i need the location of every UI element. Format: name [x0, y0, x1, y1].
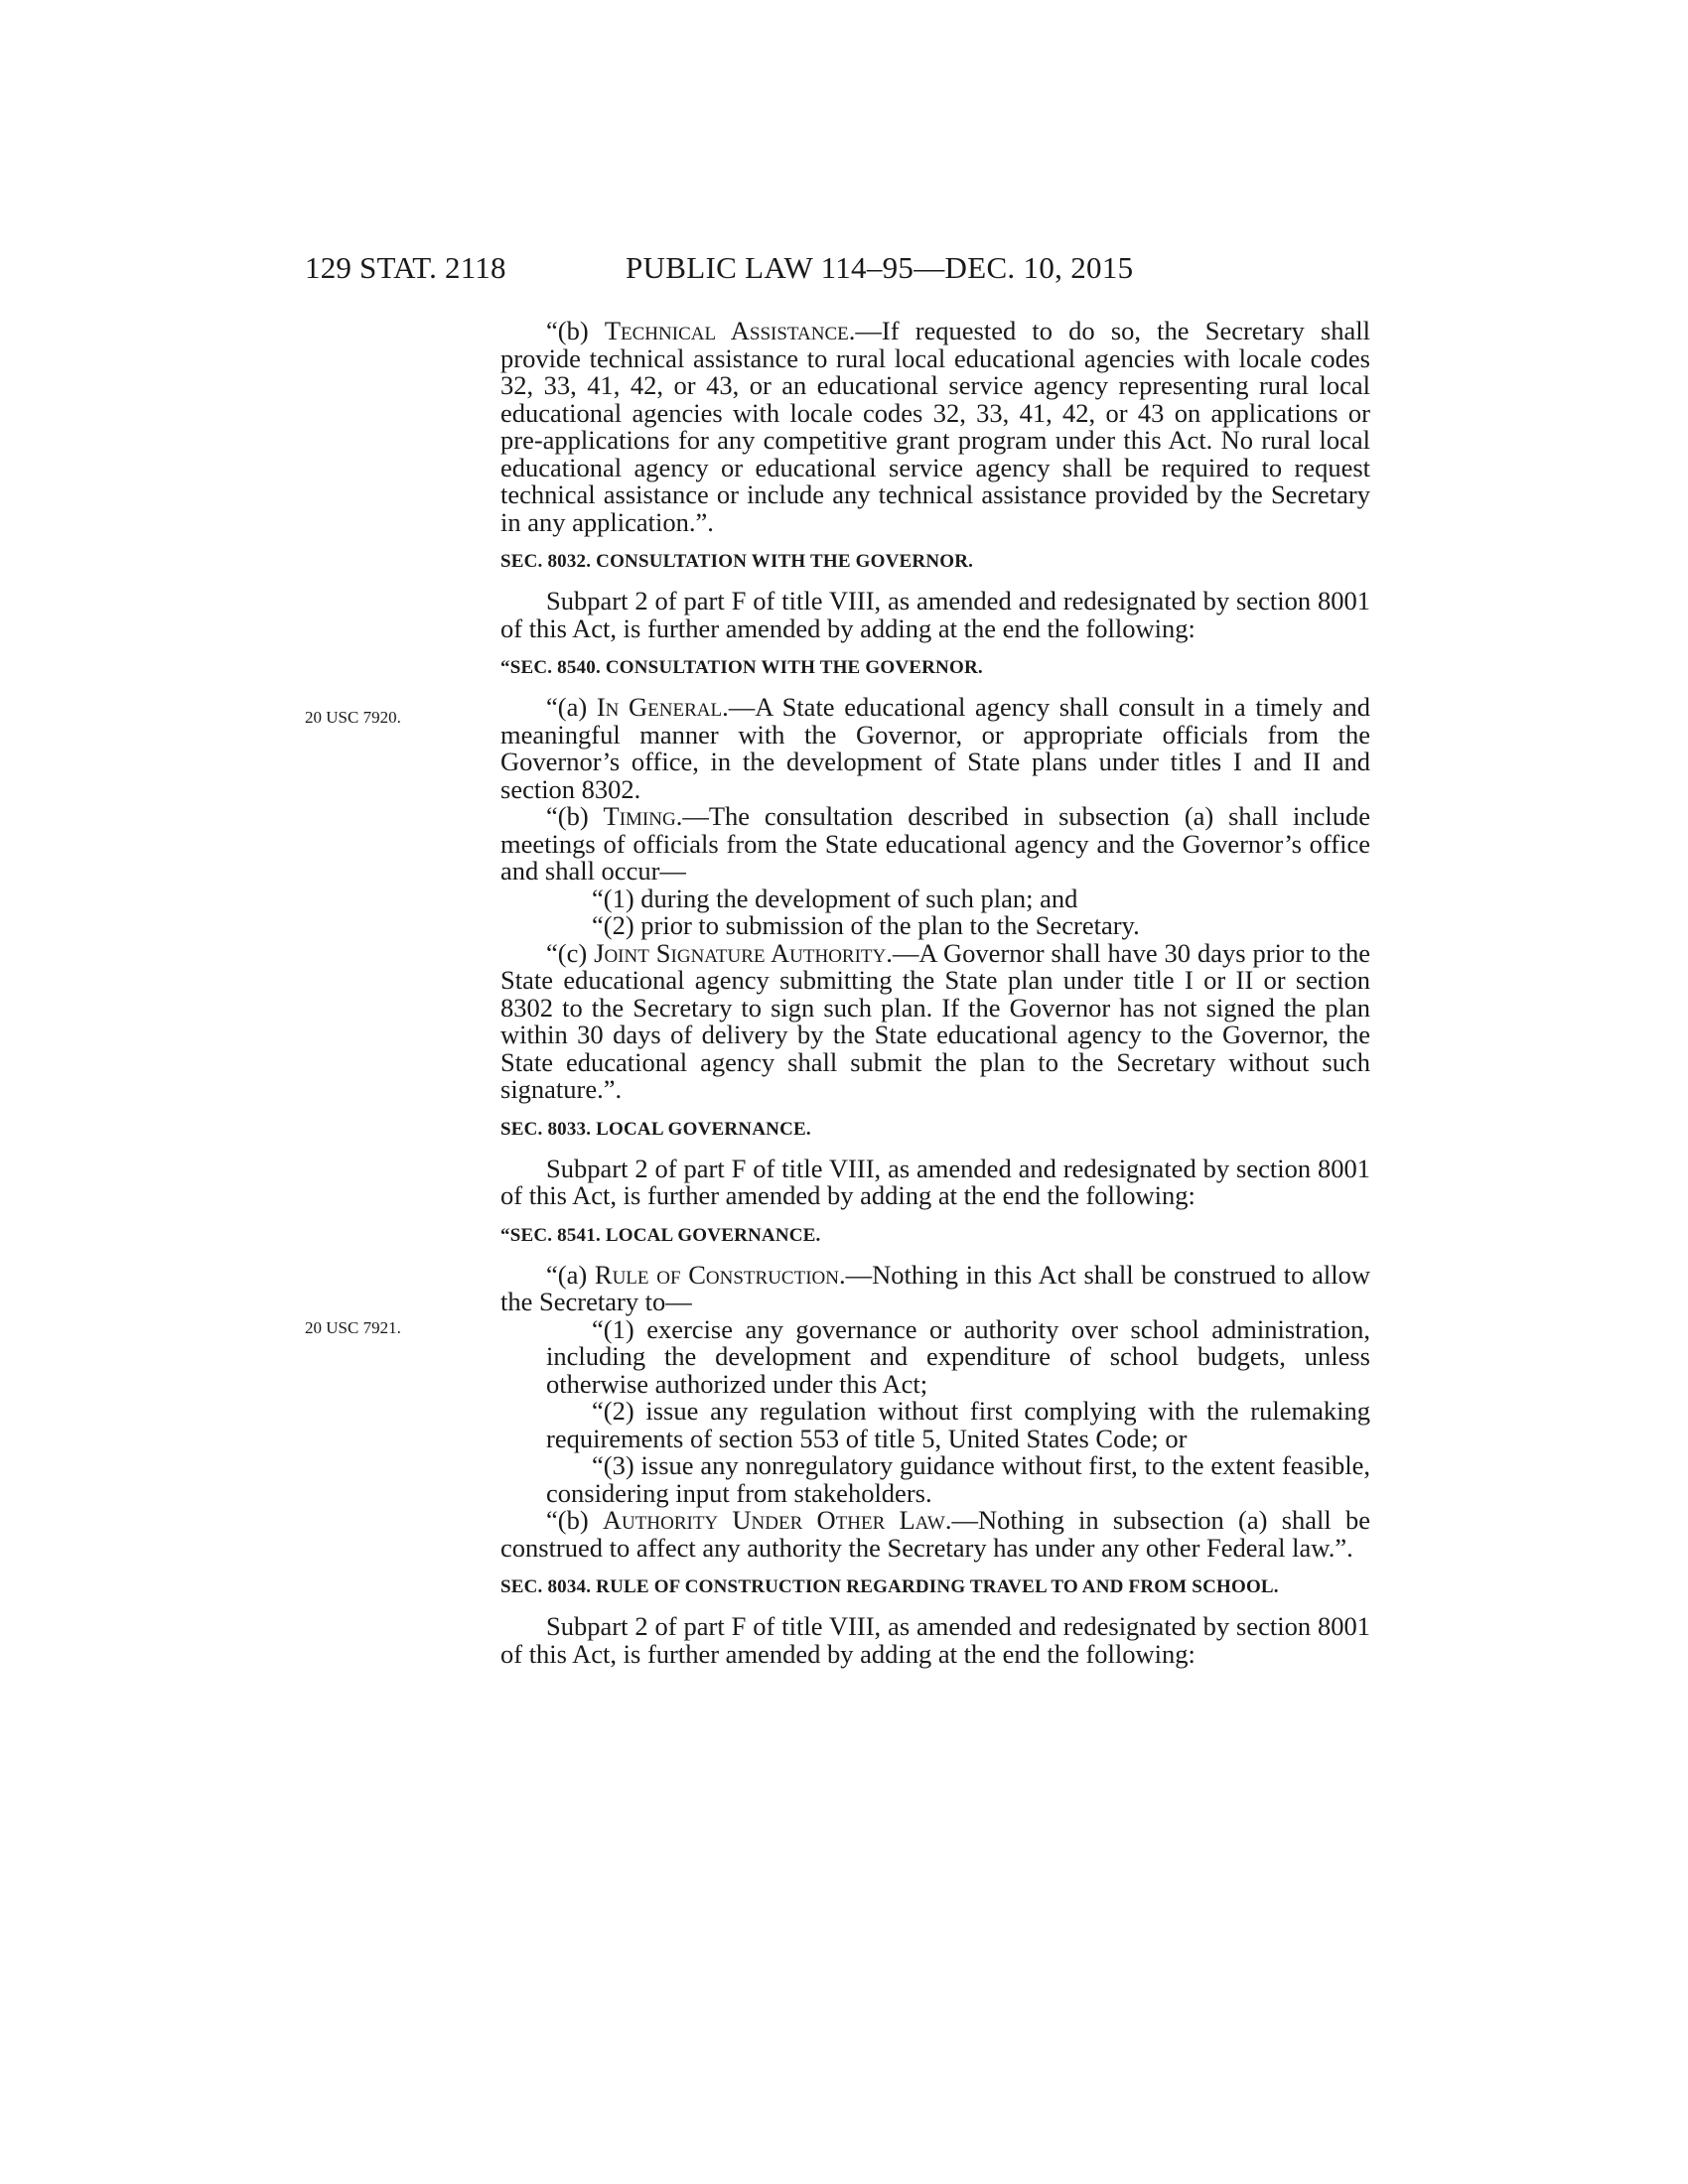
- subsection-heading: Authority Under Other Law: [602, 1505, 945, 1535]
- statute-page-number: 129 STAT. 2118: [305, 250, 506, 285]
- margin-note-usc-7921: 20 USC 7921.: [305, 1318, 401, 1337]
- subsection-heading: Timing: [603, 801, 676, 831]
- subsection-heading: Technical Assistance: [604, 316, 849, 345]
- section-heading-8540: “SEC. 8540. CONSULTATION WITH THE GOVERNOR.: [500, 657, 983, 678]
- paragraph-sec-8034: Subpart 2 of part F of title VIII, as amended and redesignated by section 8001 of this Act, is further amended by adding at the end the following:: [500, 1611, 1370, 1669]
- paragraph-8540-b-1: “(1) during the development of such plan; and: [592, 883, 1078, 913]
- paragraph-technical-assistance: “(b) Technical Assistance.—If requested to do so, the Secretary shall provide technical assistance to rural local educational agencies with locale codes 32, 33, 41, 42, or 43, or an educational service agency representing rural local educational agencies with locale codes 32, 33, 41, 42, or 43 on applications or pre-applications for any competitive grant program under this Act. No rural local educational agency or educational service agency shall be required to request technical assistance or include any technical assistance provided by the Secretary in any application.”.: [500, 316, 1370, 537]
- section-heading-8032: SEC. 8032. CONSULTATION WITH THE GOVERNOR.: [500, 551, 974, 572]
- margin-note-usc-7920: 20 USC 7920.: [305, 708, 401, 727]
- section-heading-8034: SEC. 8034. RULE OF CONSTRUCTION REGARDING TRAVEL TO AND FROM SCHOOL.: [500, 1576, 1279, 1597]
- paragraph-8541-a: “(a) Rule of Construction.—Nothing in this Act shall be construed to allow the Secretary to—: [500, 1259, 1370, 1316]
- subsection-heading: Joint Signature Authority: [594, 937, 887, 968]
- paragraph-sec-8032: Subpart 2 of part F of title VIII, as amended and redesignated by section 8001 of this Act, is further amended by adding at the end the following:: [500, 586, 1370, 643]
- body-text: [500, 318, 1370, 1668]
- section-heading-8033: SEC. 8033. LOCAL GOVERNANCE.: [500, 1118, 811, 1140]
- section-heading-8541: “SEC. 8541. LOCAL GOVERNANCE.: [500, 1224, 821, 1246]
- paragraph-8541-a-2: “(2) issue any regulation without first complying with the rulemaking requirements of section 553 of title 5, United States Code; or: [546, 1396, 1370, 1453]
- paragraph-sec-8033: Subpart 2 of part F of title VIII, as amended and redesignated by section 8001 of this Act, is further amended by adding at the end the following:: [500, 1153, 1370, 1210]
- subsection-heading: In General: [596, 692, 723, 722]
- paragraph-8540-c: “(c) Joint Signature Authority.—A Governor shall have 30 days prior to the State educational agency submitting the State plan under title I or II or section 8302 to the Secretary to sign such plan. If the Governor has not signed the plan within 30 days of delivery by the State educational agency to the Governor, the State educational agency shall submit the plan to the Secretary without such signature.”.: [500, 937, 1370, 1104]
- paragraph-8540-b-2: “(2) prior to submission of the plan to the Secretary.: [592, 910, 1140, 940]
- subsection-heading: Rule of Construction: [594, 1259, 839, 1290]
- paragraph-8541-a-1: “(1) exercise any governance or authority over school administration, including the development and expenditure of school budgets, unless otherwise authorized under this Act;: [546, 1313, 1370, 1399]
- public-law-title: PUBLIC LAW 114–95—DEC. 10, 2015: [626, 250, 1134, 285]
- running-header: [0, 250, 1688, 290]
- paragraph-8540-b: “(b) Timing.—The consultation described in subsection (a) shall include meetings of officials from the State educational agency and the Governor’s office and shall occur—: [500, 801, 1370, 886]
- paragraph-8540-a: “(a) In General.—A State educational agency shall consult in a timely and meaningful manner with the Governor, or appropriate officials from the Governor’s office, in the development of State plans under titles I and II and section 8302.: [500, 692, 1370, 804]
- paragraph-8541-a-3: “(3) issue any nonregulatory guidance without first, to the extent feasible, considering input from stakeholders.: [546, 1450, 1370, 1508]
- paragraph-8541-b: “(b) Authority Under Other Law.—Nothing in subsection (a) shall be construed to affect any authority the Secretary has under any other Federal law.”.: [500, 1505, 1371, 1563]
